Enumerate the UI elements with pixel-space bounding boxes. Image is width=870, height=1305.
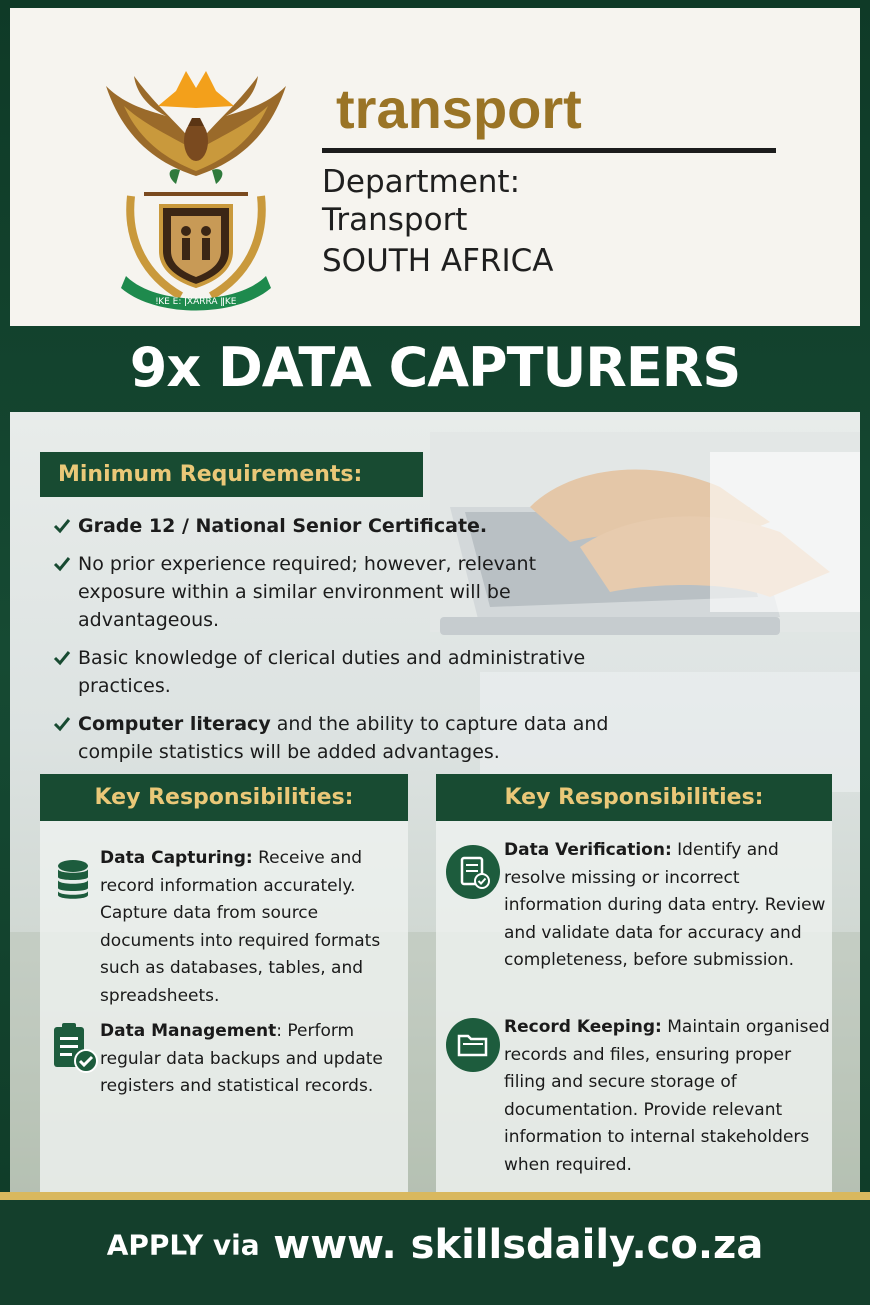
responsibilities-card-left [40,821,408,1192]
responsibility-bold: Data Verification: [504,840,672,860]
responsibility-bold: Data Management [100,1021,277,1041]
dept-country: SOUTH AFRICA [322,243,554,279]
list-item [50,550,610,634]
check-icon [52,713,72,733]
document-check-glyph [446,845,500,899]
responsibilities-card-right [436,821,832,1192]
coat-of-arms-icon [96,66,296,312]
check-icon [52,553,72,573]
responsibilities-heading-right: Key Responsibilities: [436,774,832,821]
requirements-heading: Minimum Requirements: [40,452,423,497]
responsibility-text: Maintain organised records and files, ensuring proper filing and secure storage of documentation. Provide relevant information to internal stakeholders when required. [504,1017,830,1175]
responsibility-bold: Record Keeping: [504,1017,662,1037]
requirements-list [50,512,610,776]
clipboard-check-icon [52,1021,98,1073]
page-title: 9x DATA CAPTURERS [129,336,741,399]
database-icon [56,859,90,901]
content-panel [10,412,860,1192]
folder-glyph [446,1018,500,1072]
dept-name: Transport [322,202,468,238]
crest-motto: ǃKE E: ǀXARRA ǁKE [155,297,237,307]
list-item [50,512,610,540]
responsibility-item [504,837,826,975]
list-item [50,710,610,766]
requirement-bold: Computer literacy [78,713,271,735]
apply-cta [0,1222,870,1268]
responsibility-text: Receive and record information accurately. Capture data from source documents into required formats such as databases, tables, and spreadsheets. [100,848,381,1006]
dept-label: Department: [322,164,521,200]
requirement-text: Basic knowledge of clerical duties and administrative practices. [78,647,586,697]
document-check-icon [446,845,500,899]
responsibilities-heading-left: Key Responsibilities: [40,774,408,821]
list-item [50,644,610,700]
brand-divider [322,148,776,153]
requirement-bold: Grade 12 / National Senior Certificate. [78,515,488,537]
responsibility-text: : Perform regular data backups and update registers and statistical records. [100,1021,383,1096]
check-icon [52,515,72,535]
responsibility-item [100,845,406,1010]
responsibility-item [504,1014,830,1179]
brand-wordmark: transport [336,77,582,140]
requirement-text: and the ability to capture data and compile statistics will be added advantages. [78,713,609,763]
requirement-text: No prior experience required; however, relevant exposure within a similar environment will be advantageous. [78,553,537,631]
responsibility-item [100,1018,410,1101]
gold-divider [0,1192,870,1200]
apply-url-link[interactable]: www. skillsdaily.co.za [273,1222,764,1268]
folder-icon [446,1018,500,1072]
responsibility-bold: Data Capturing: [100,848,253,868]
check-icon [52,647,72,667]
responsibility-text: Identify and resolve missing or incorrect information during data entry. Review and validate data for accuracy and completeness, before submission. [504,840,826,970]
apply-label: APPLY via [106,1228,260,1262]
